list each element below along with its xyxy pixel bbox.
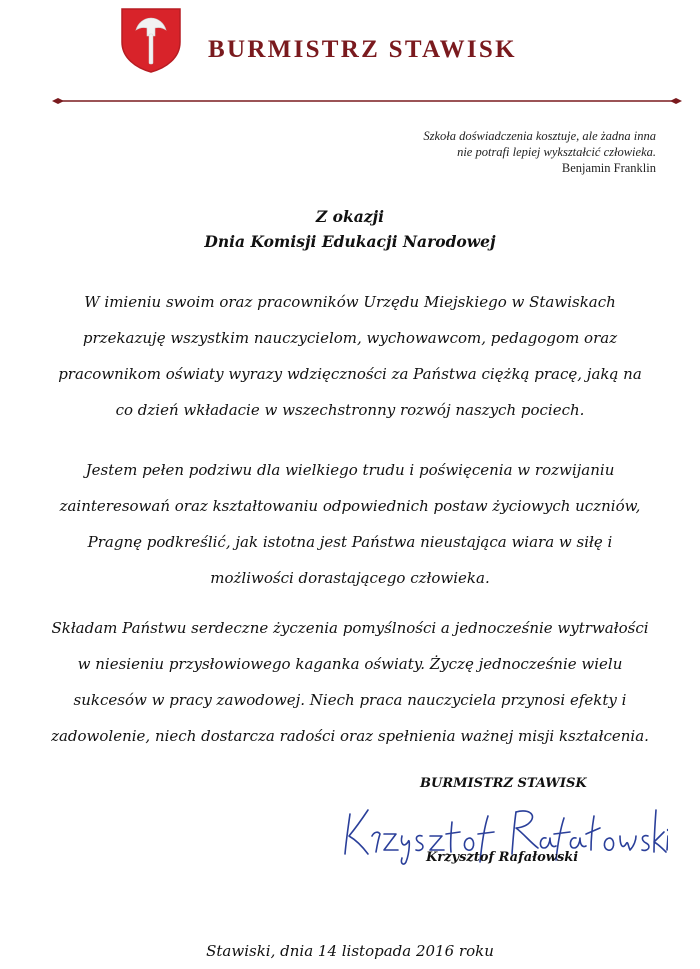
paragraph-line: zadowolenie, niech dostarcza radości oraz spełnienia ważnej misji kształcenia.: [51, 727, 649, 745]
header-divider: [52, 96, 682, 106]
paragraph-2: [30, 452, 670, 596]
paragraph-1: [30, 284, 670, 428]
epigraph-quote: [423, 128, 656, 176]
paragraph-line: Składam Państwu serdeczne życzenia pomyślności a jednocześnie wytrwałości: [51, 619, 649, 637]
signatory-title: BURMISTRZ STAWISK: [420, 776, 587, 791]
paragraph-line: zainteresowań oraz kształtowaniu odpowiednich postaw życiowych uczniów,: [59, 497, 641, 515]
letter-heading: [0, 204, 700, 254]
paragraph-line: w niesieniu przysłowiowego kaganka oświaty. Życzę jednocześnie wielu: [77, 655, 623, 673]
paragraph-line: Jestem pełen podziwu dla wielkiego trudu i poświęcenia w rozwijaniu: [85, 461, 615, 479]
paragraph-line: pracownikom oświaty wyrazy wdzięczności za Państwa ciężką pracę, jaką na: [58, 365, 642, 383]
paragraph-line: co dzień wkładacie w wszechstronny rozwój naszych pociech.: [115, 401, 585, 419]
paragraph-line: przekazuję wszystkim nauczycielom, wychowawcom, pedagogom oraz: [82, 329, 618, 347]
quote-author: Benjamin Franklin: [561, 161, 656, 175]
quote-line: Szkoła doświadczenia kosztuje, ale żadna inna: [423, 129, 656, 143]
axe-shield-crest-icon: [118, 6, 184, 74]
quote-line: nie potrafi lepiej wykształcić człowieka.: [457, 145, 656, 159]
heading-line: Dnia Komisji Edukacji Narodowej: [204, 232, 496, 251]
paragraph-line: W imieniu swoim oraz pracowników Urzędu Miejskiego w Stawiskach: [84, 293, 616, 311]
heading-line: Z okazji: [315, 207, 385, 226]
paragraph-line: Pragnę podkreślić, jak istotna jest Państwa nieustająca wiara w siłę i: [87, 533, 613, 551]
org-title: BURMISTRZ STAWISK: [208, 36, 517, 63]
paragraph-3: [30, 610, 670, 754]
paragraph-line: możliwości dorastającego człowieka.: [210, 569, 490, 587]
place-and-date: Stawiski, dnia 14 listopada 2016 roku: [206, 942, 494, 960]
paragraph-line: sukcesów w pracy zawodowej. Niech praca nauczyciela przynosi efekty i: [73, 691, 627, 709]
signatory-name: Krzysztof Rafałowski: [426, 850, 579, 865]
